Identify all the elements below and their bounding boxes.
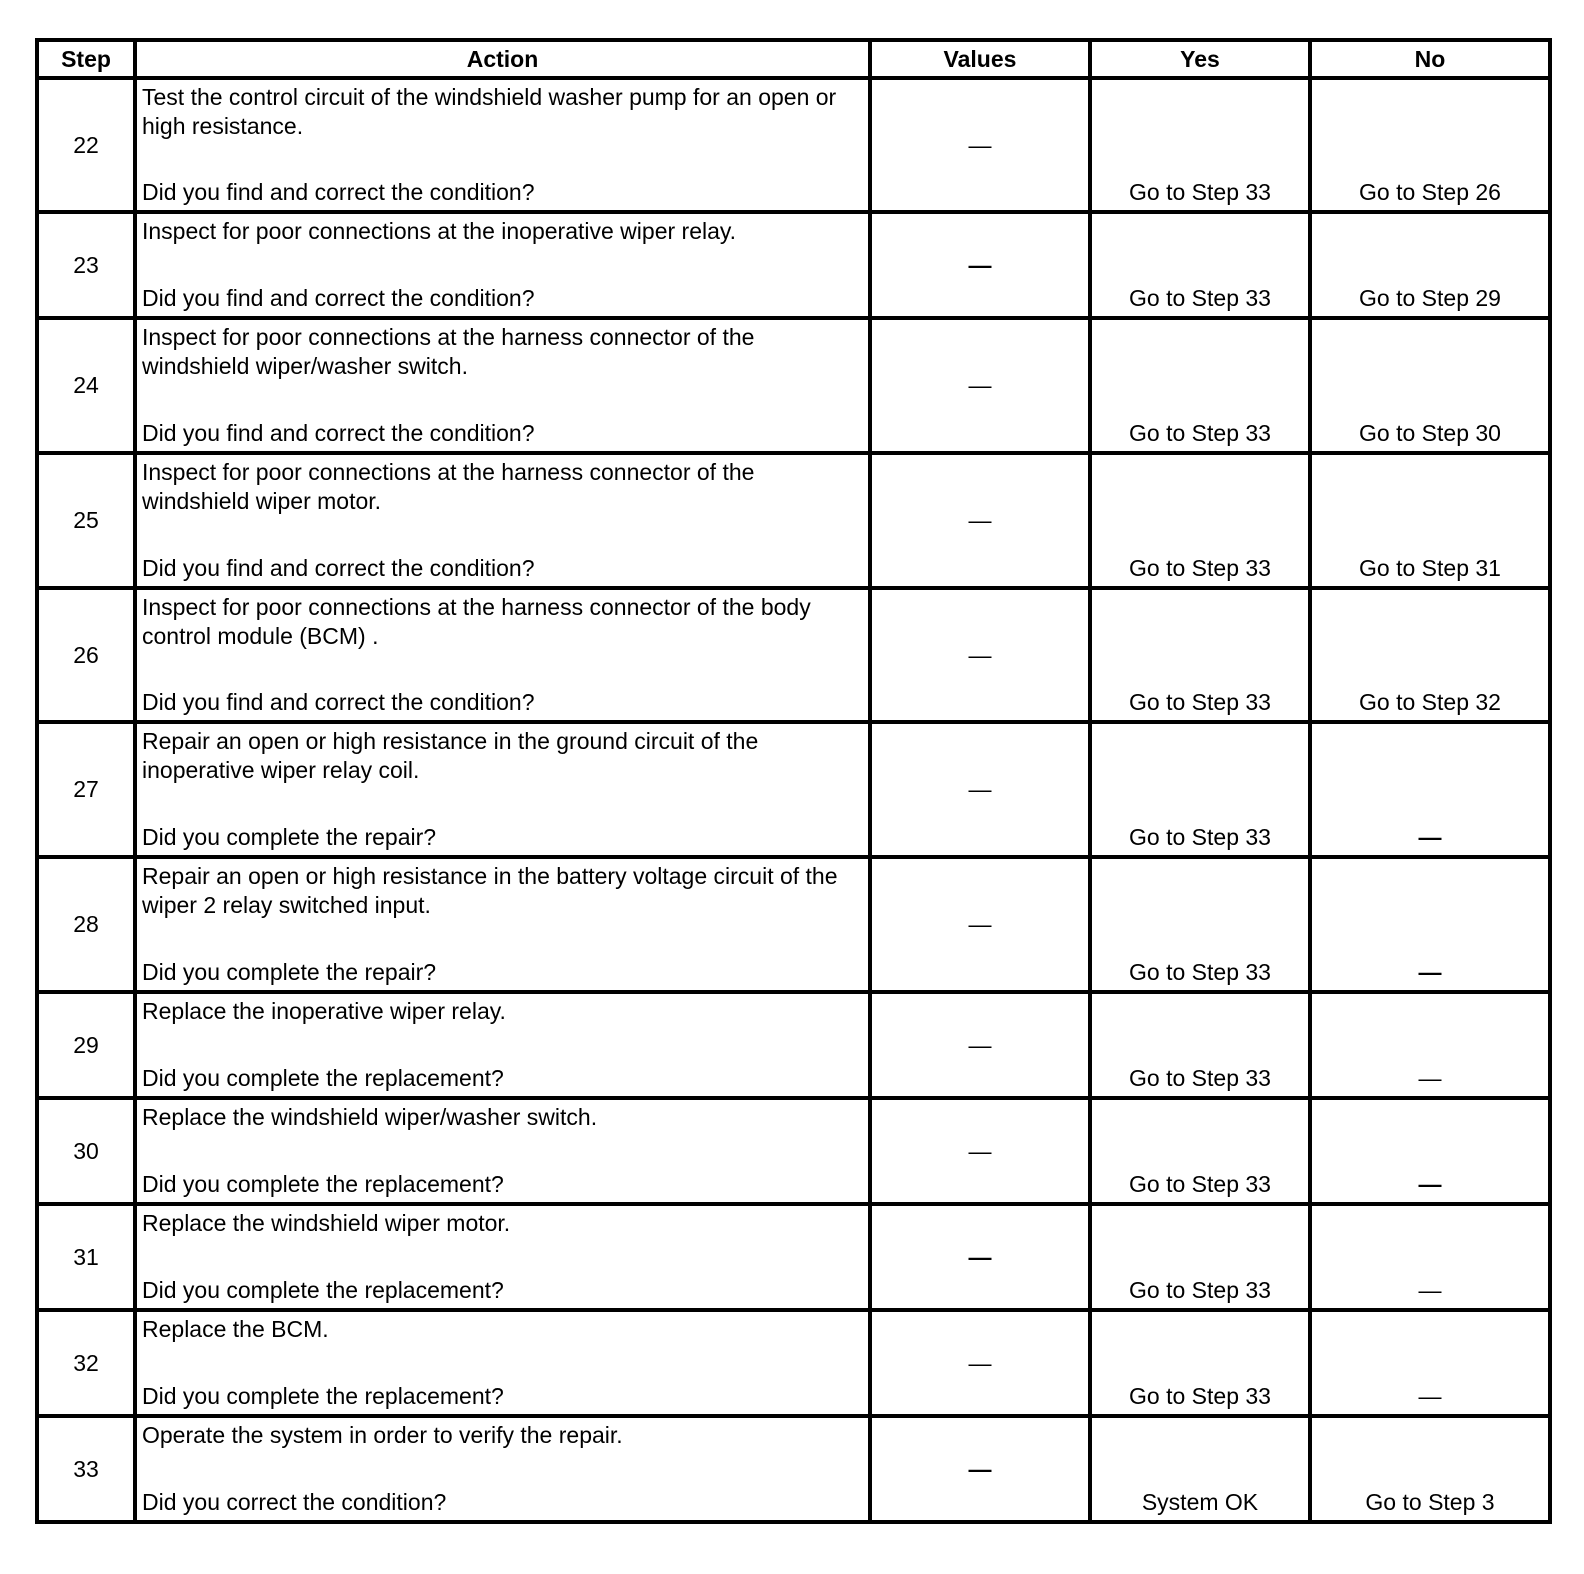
- no-cell: —: [1310, 992, 1550, 1098]
- table-row: [37, 588, 1550, 722]
- values-cell: —: [870, 1416, 1090, 1522]
- action-instruction: Inspect for poor connections at the inoperative wiper relay.: [142, 218, 737, 244]
- action-instruction: Inspect for poor connections at the harness connector of the windshield wiper motor.: [142, 459, 755, 514]
- values-cell: —: [870, 78, 1090, 212]
- action-instruction: Test the control circuit of the windshield washer pump for an open or high resistance.: [142, 84, 837, 139]
- action-instruction: Replace the windshield wiper/washer switch.: [142, 1104, 598, 1130]
- no-cell: —: [1310, 722, 1550, 857]
- step-number: 23: [37, 212, 135, 318]
- table-row: [37, 1204, 1550, 1310]
- action-cell: [135, 1204, 870, 1310]
- column-header-no: No: [1310, 40, 1550, 78]
- values-cell: —: [870, 318, 1090, 453]
- no-cell: Go to Step 29: [1310, 212, 1550, 318]
- action-question: Did you complete the repair?: [142, 959, 437, 985]
- step-number: 33: [37, 1416, 135, 1522]
- no-cell: Go to Step 3: [1310, 1416, 1550, 1522]
- yes-cell: Go to Step 33: [1090, 453, 1310, 588]
- action-question: Did you find and correct the condition?: [142, 555, 535, 581]
- action-cell: [135, 1098, 870, 1204]
- action-question: Did you complete the repair?: [142, 824, 437, 850]
- action-question: Did you find and correct the condition?: [142, 420, 535, 446]
- values-cell: —: [870, 857, 1090, 992]
- action-question: Did you find and correct the condition?: [142, 179, 535, 205]
- action-cell: [135, 212, 870, 318]
- no-cell: Go to Step 26: [1310, 78, 1550, 212]
- action-instruction: Replace the windshield wiper motor.: [142, 1210, 511, 1236]
- yes-cell: System OK: [1090, 1416, 1310, 1522]
- column-header-yes: Yes: [1090, 40, 1310, 78]
- action-instruction: Repair an open or high resistance in the battery voltage circuit of the wiper 2 relay switched input.: [142, 863, 838, 918]
- no-cell: Go to Step 32: [1310, 588, 1550, 722]
- step-number: 22: [37, 78, 135, 212]
- table-row: [37, 1416, 1550, 1522]
- action-instruction: Replace the BCM.: [142, 1316, 329, 1342]
- step-number: 27: [37, 722, 135, 857]
- column-header-step: Step: [37, 40, 135, 78]
- table-row: [37, 1310, 1550, 1416]
- action-instruction: Operate the system in order to verify the repair.: [142, 1422, 623, 1448]
- yes-cell: Go to Step 33: [1090, 722, 1310, 857]
- yes-cell: Go to Step 33: [1090, 318, 1310, 453]
- column-header-values: Values: [870, 40, 1090, 78]
- action-instruction: Replace the inoperative wiper relay.: [142, 998, 506, 1024]
- table-row: [37, 453, 1550, 588]
- action-instruction: Repair an open or high resistance in the ground circuit of the inoperative wiper relay coil.: [142, 728, 759, 783]
- action-cell: [135, 588, 870, 722]
- yes-cell: Go to Step 33: [1090, 588, 1310, 722]
- yes-cell: Go to Step 33: [1090, 1098, 1310, 1204]
- no-cell: —: [1310, 1098, 1550, 1204]
- action-question: Did you find and correct the condition?: [142, 689, 535, 715]
- yes-cell: Go to Step 33: [1090, 992, 1310, 1098]
- action-cell: [135, 992, 870, 1098]
- no-cell: Go to Step 31: [1310, 453, 1550, 588]
- action-question: Did you correct the condition?: [142, 1489, 447, 1515]
- diagnostic-steps-table: [35, 38, 1552, 1524]
- table-row: [37, 992, 1550, 1098]
- action-question: Did you find and correct the condition?: [142, 285, 535, 311]
- action-cell: [135, 318, 870, 453]
- values-cell: —: [870, 588, 1090, 722]
- table-header-row: [37, 40, 1550, 78]
- step-number: 32: [37, 1310, 135, 1416]
- table-row: [37, 212, 1550, 318]
- values-cell: —: [870, 1310, 1090, 1416]
- table-row: [37, 78, 1550, 212]
- values-cell: —: [870, 992, 1090, 1098]
- step-number: 31: [37, 1204, 135, 1310]
- yes-cell: Go to Step 33: [1090, 212, 1310, 318]
- table-row: [37, 857, 1550, 992]
- action-cell: [135, 453, 870, 588]
- action-instruction: Inspect for poor connections at the harness connector of the body control module (BCM) .: [142, 594, 811, 649]
- action-question: Did you complete the replacement?: [142, 1277, 504, 1303]
- no-cell: —: [1310, 1310, 1550, 1416]
- table-row: [37, 318, 1550, 453]
- action-instruction: Inspect for poor connections at the harness connector of the windshield wiper/washer switch.: [142, 324, 755, 379]
- table-row: [37, 722, 1550, 857]
- step-number: 25: [37, 453, 135, 588]
- yes-cell: Go to Step 33: [1090, 1204, 1310, 1310]
- action-question: Did you complete the replacement?: [142, 1065, 504, 1091]
- table-row: [37, 1098, 1550, 1204]
- values-cell: —: [870, 722, 1090, 857]
- no-cell: Go to Step 30: [1310, 318, 1550, 453]
- no-cell: —: [1310, 857, 1550, 992]
- column-header-action: Action: [135, 40, 870, 78]
- values-cell: —: [870, 453, 1090, 588]
- step-number: 26: [37, 588, 135, 722]
- yes-cell: Go to Step 33: [1090, 1310, 1310, 1416]
- step-number: 24: [37, 318, 135, 453]
- action-cell: [135, 722, 870, 857]
- values-cell: —: [870, 1204, 1090, 1310]
- step-number: 29: [37, 992, 135, 1098]
- action-cell: [135, 78, 870, 212]
- no-cell: —: [1310, 1204, 1550, 1310]
- values-cell: —: [870, 212, 1090, 318]
- action-cell: [135, 857, 870, 992]
- step-number: 28: [37, 857, 135, 992]
- action-question: Did you complete the replacement?: [142, 1171, 504, 1197]
- yes-cell: Go to Step 33: [1090, 857, 1310, 992]
- action-question: Did you complete the replacement?: [142, 1383, 504, 1409]
- step-number: 30: [37, 1098, 135, 1204]
- action-cell: [135, 1310, 870, 1416]
- yes-cell: Go to Step 33: [1090, 78, 1310, 212]
- values-cell: —: [870, 1098, 1090, 1204]
- action-cell: [135, 1416, 870, 1522]
